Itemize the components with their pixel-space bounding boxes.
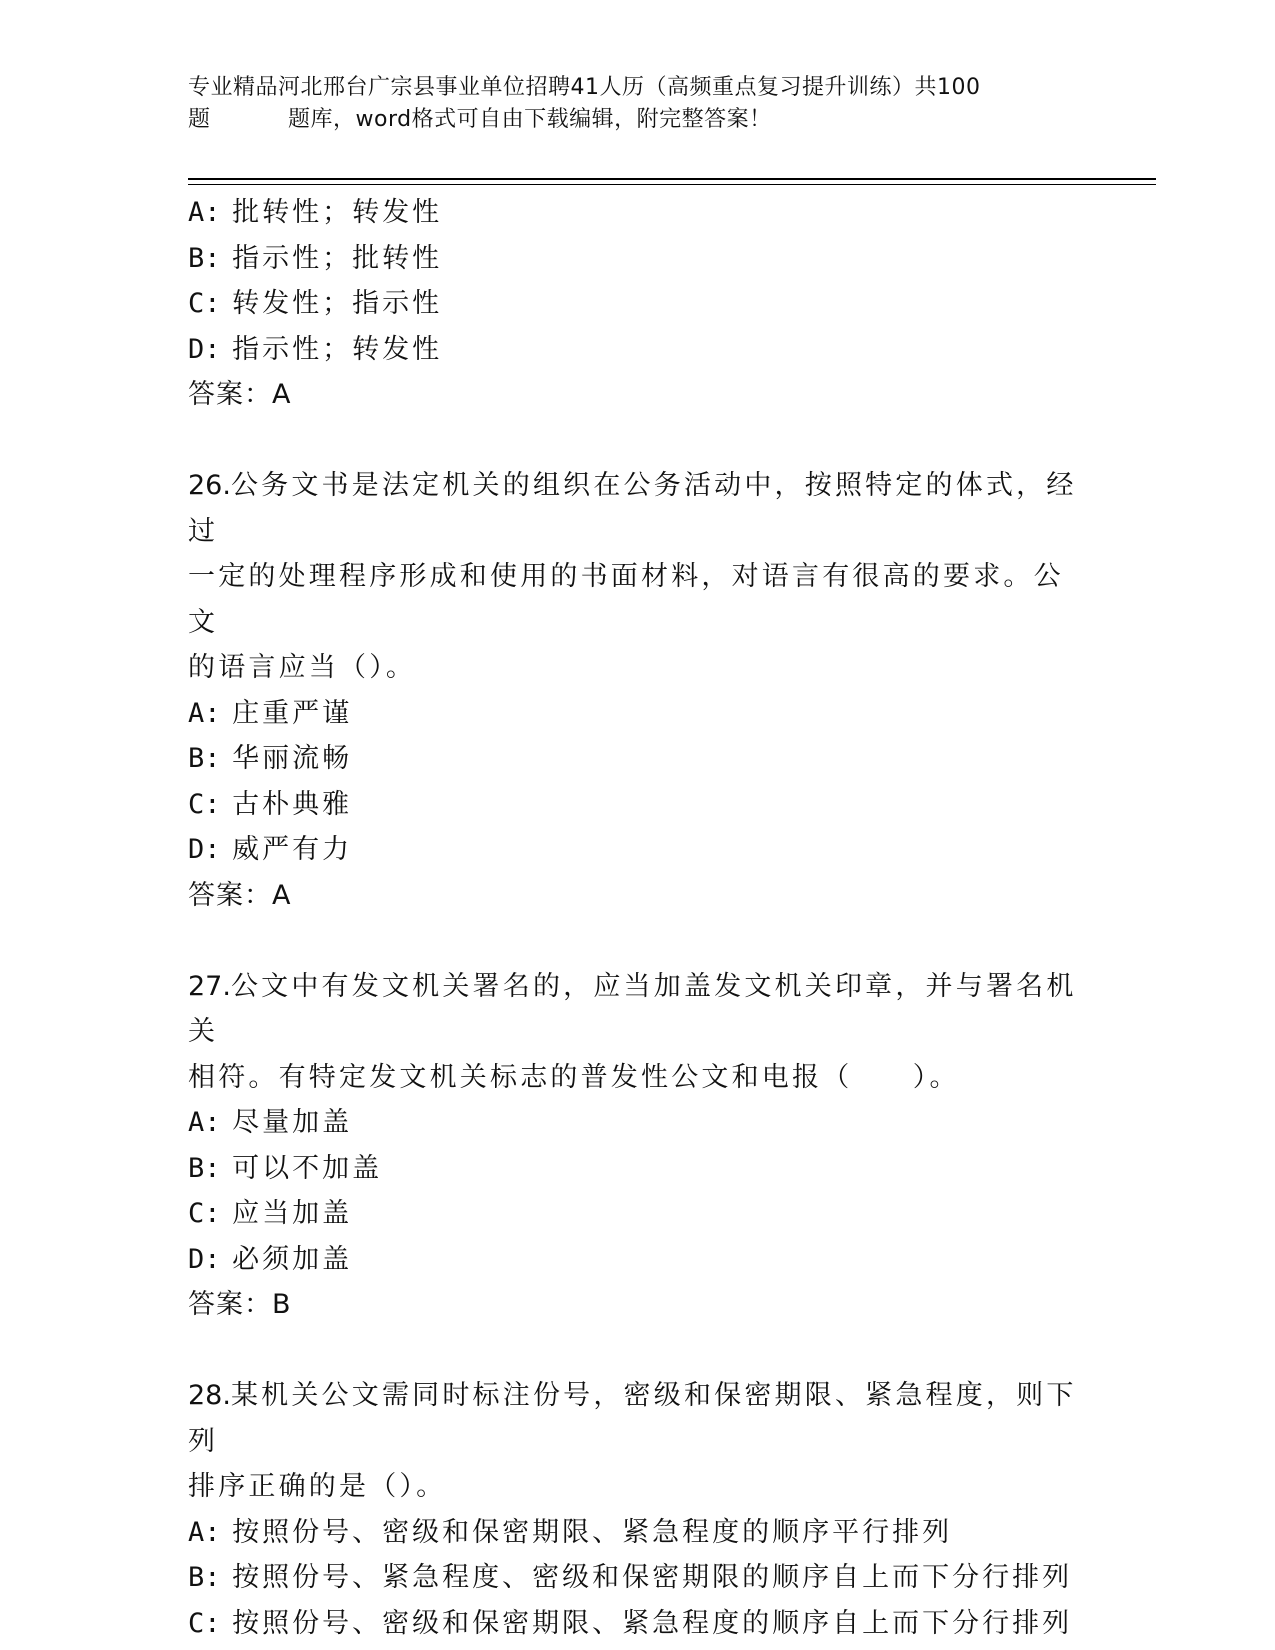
question-content [188, 190, 1088, 1646]
option-text: 指示性；转发性 [232, 333, 443, 365]
q26-option-b [188, 736, 1088, 782]
option-text: 可以不加盖 [232, 1152, 383, 1184]
spacer [188, 418, 1088, 464]
option-letter: C: [188, 1198, 221, 1229]
q26-option-d [188, 827, 1088, 873]
option-text: 尽量加盖 [232, 1107, 353, 1138]
option-text: 威严有力 [232, 834, 353, 865]
q28-stem-line2: 排序正确的是（）。 [188, 1471, 447, 1502]
document-header [188, 72, 1088, 136]
question-27 [188, 964, 1088, 1328]
q28-option-b [188, 1555, 1088, 1601]
q26-stem [188, 463, 1088, 691]
option-letter: C: [188, 288, 221, 319]
q27-option-c [188, 1191, 1088, 1237]
option-letter: B: [188, 743, 221, 774]
spacer [188, 1328, 1088, 1374]
q28-stem-line1: 28.某机关公文需同时标注份号，密级和保密期限、紧急程度，则下列 [188, 1380, 1077, 1457]
q26-stem-line3: 的语言应当（）。 [188, 652, 417, 683]
option-letter: C: [188, 1607, 221, 1639]
option-text: 指示性；批转性 [232, 242, 443, 274]
q25-answer: 答案：A [188, 379, 292, 410]
header-title-line2 [188, 104, 1088, 136]
q25-option-d [188, 327, 1088, 373]
q27-stem-line1: 27.公文中有发文机关署名的，应当加盖发文机关印章，并与署名机关 [188, 970, 1077, 1047]
option-letter: D: [188, 1243, 221, 1275]
option-text: 应当加盖 [232, 1198, 353, 1229]
header-line2-lead: 题 [188, 107, 211, 132]
spacer [188, 918, 1088, 964]
header-title-line1: 专业精品河北邢台广宗县事业单位招聘41人历（高频重点复习提升训练）共100 [188, 75, 981, 100]
question-number: 28. [188, 1380, 231, 1411]
option-letter: B: [188, 242, 221, 274]
question-number: 26. [188, 470, 231, 501]
q27-option-d [188, 1237, 1088, 1283]
q25-option-a [188, 190, 1088, 236]
q27-answer: 答案：B [188, 1289, 292, 1320]
question-25 [188, 190, 1088, 418]
q26-answer: 答案：A [188, 879, 292, 911]
option-letter: A: [188, 1516, 221, 1548]
header-line2-rest: 题库，word格式可自由下载编辑，附完整答案！ [288, 107, 772, 132]
q25-option-b [188, 236, 1088, 282]
q27-stem [188, 964, 1088, 1101]
option-letter: A: [188, 1107, 221, 1138]
question-28 [188, 1373, 1088, 1646]
q26-stem-line1: 26.公务文书是法定机关的组织在公务活动中，按照特定的体式，经过 [188, 470, 1077, 547]
q28-stem [188, 1373, 1088, 1510]
option-letter: C: [188, 788, 221, 820]
option-letter: B: [188, 1562, 221, 1593]
q28-option-a [188, 1510, 1088, 1556]
header-rule-top [188, 178, 1156, 180]
q27-stem-line2: 相符。有特定发文机关标志的普发性公文和电报（ ）。 [188, 1061, 960, 1093]
option-text: 按照份号、密级和保密期限、紧急程度的顺序自上而下分行排列 [232, 1607, 1073, 1639]
option-letter: D: [188, 834, 221, 865]
q27-option-b [188, 1146, 1088, 1192]
q27-option-a [188, 1100, 1088, 1146]
q26-option-c [188, 782, 1088, 828]
header-rule-bottom [188, 184, 1156, 185]
option-text: 按照份号、密级和保密期限、紧急程度的顺序平行排列 [232, 1516, 953, 1548]
option-text: 转发性；指示性 [232, 288, 443, 319]
q25-option-c [188, 281, 1088, 327]
option-letter: A: [188, 697, 221, 729]
q26-option-a [188, 691, 1088, 737]
question-26 [188, 463, 1088, 918]
option-letter: B: [188, 1152, 221, 1184]
option-letter: D: [188, 333, 221, 365]
option-text: 华丽流畅 [232, 743, 353, 774]
option-text: 必须加盖 [232, 1243, 353, 1275]
option-letter: A: [188, 197, 221, 228]
option-text: 批转性；转发性 [232, 197, 443, 228]
option-text: 按照份号、紧急程度、密级和保密期限的顺序自上而下分行排列 [232, 1562, 1073, 1593]
option-text: 庄重严谨 [232, 697, 353, 729]
question-number: 27. [188, 970, 231, 1002]
q26-stem-line2: 一定的处理程序形成和使用的书面材料，对语言有很高的要求。公文 [188, 561, 1064, 638]
q28-option-c [188, 1601, 1088, 1647]
option-text: 古朴典雅 [232, 788, 353, 820]
